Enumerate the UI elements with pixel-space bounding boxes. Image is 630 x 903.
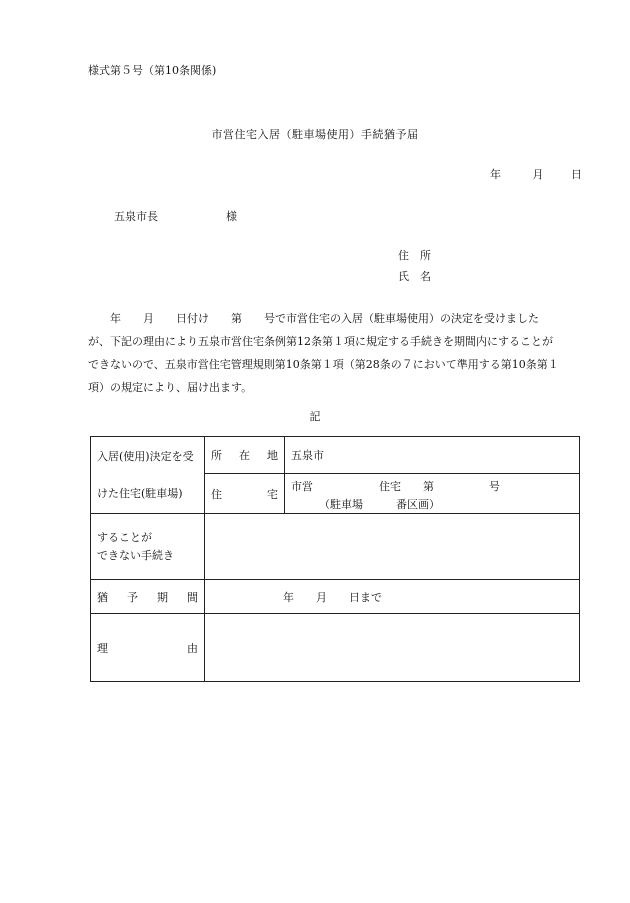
procedure-label-b: できない手続き [97, 548, 174, 562]
house-label-char: 住 [211, 487, 222, 501]
procedure-label-a: することが [97, 530, 152, 544]
grace-label-char: 間 [187, 590, 198, 604]
procedure-label [91, 514, 205, 580]
grace-period-text: 年 月 日まで [283, 590, 382, 604]
decided-housing-label [91, 437, 205, 514]
reason-label-char: 由 [187, 641, 198, 655]
body-line: が、下記の理由により五泉市営住宅条例第12条第１項に規定する手続きを期間内にすることが [88, 335, 553, 348]
reason-label-char: 理 [97, 641, 108, 655]
table-row [91, 614, 580, 682]
procedure-value[interactable] [205, 514, 580, 580]
location-label-char: 地 [267, 449, 278, 462]
house-value-line: 市営 住宅 第 号 [291, 480, 500, 493]
decided-housing-label-a: 入居(使用)決定を受 [97, 450, 194, 463]
applicant-name-label: 氏 名 [398, 270, 431, 283]
decided-housing-label-b: けた住宅(駐車場) [97, 487, 183, 500]
table-row [91, 514, 580, 580]
date-month: 月 [532, 168, 544, 181]
grace-period-label [91, 580, 205, 614]
grace-label-char: 予 [127, 590, 138, 604]
table-row [91, 580, 580, 614]
house-value[interactable] [285, 474, 580, 514]
table-row [91, 437, 580, 474]
ki-heading: 記 [309, 410, 321, 423]
date-day: 日 [571, 168, 582, 181]
honorific: 様 [226, 210, 237, 223]
form-number: 様式第５号（第10条関係) [88, 64, 217, 77]
location-label-char: 所 [211, 449, 222, 462]
location-label-char: 在 [239, 449, 250, 462]
body-line: 項）の規定により、届け出ます。 [88, 381, 253, 394]
house-label [205, 474, 285, 514]
date-year: 年 [490, 168, 501, 181]
body-paragraph [88, 307, 588, 399]
grace-label-char: 期 [157, 590, 168, 604]
recipient-name: 五泉市長 [114, 210, 158, 223]
location-label [205, 437, 285, 474]
body-line: できないので、五泉市営住宅管理規則第10条第１項（第28条の７において準用する第10条第１ [88, 358, 559, 371]
reason-label [91, 614, 205, 682]
location-value[interactable]: 五泉市 [285, 437, 580, 474]
parking-value-line: （駐車場 番区画） [319, 498, 440, 511]
detail-table [90, 436, 580, 682]
document-title: 市営住宅入居（駐車場使用）手続猶予届 [211, 128, 419, 141]
body-line: 年 月 日付け 第 号で市営住宅の入居（駐車場使用）の決定を受けました [88, 312, 539, 325]
date-line [490, 166, 582, 182]
applicant-address-label: 住 所 [398, 249, 431, 262]
addressee [114, 208, 237, 224]
reason-value[interactable] [205, 614, 580, 682]
grace-period-value[interactable] [205, 580, 580, 614]
grace-label-char: 猶 [97, 590, 108, 604]
house-label-char: 宅 [267, 487, 278, 501]
